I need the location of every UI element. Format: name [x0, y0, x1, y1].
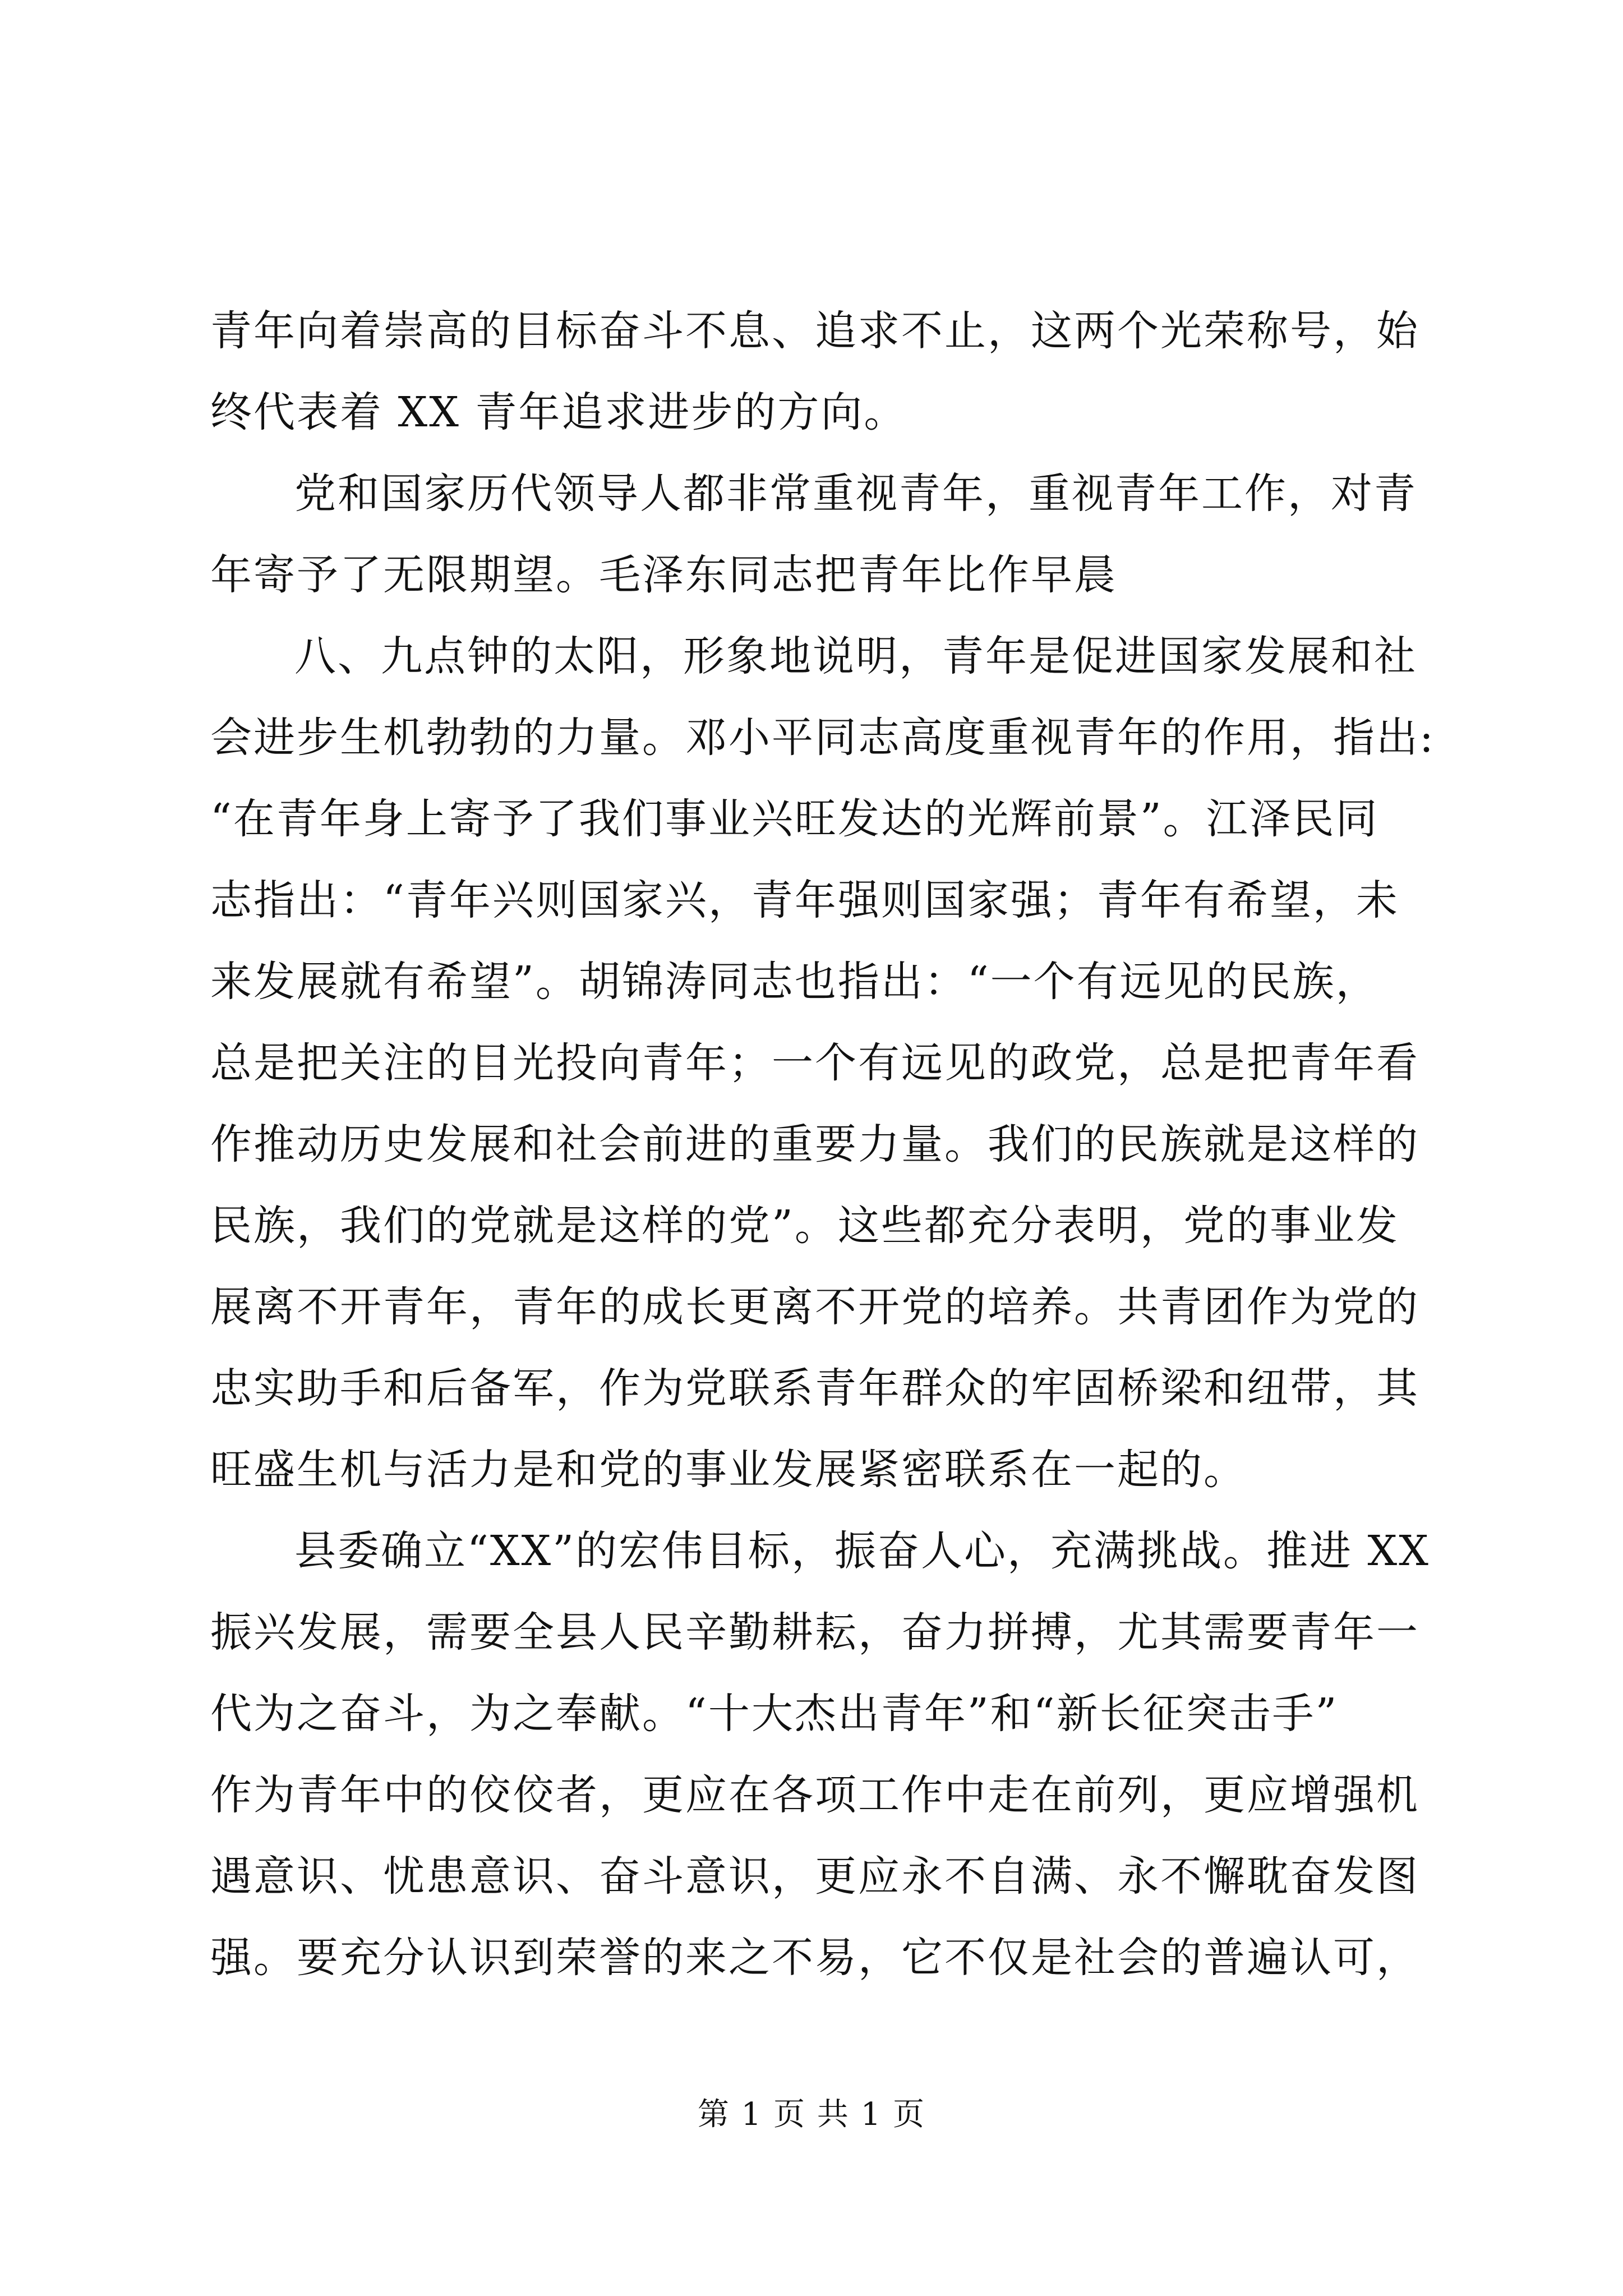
text-line: 振兴发展，需要全县人民辛勤耕耘，奋力拼搏，尤其需要青年一 [210, 1608, 1419, 1657]
paragraph-first-line: 党和国家历代领导人都非常重视青年，重视青年工作，对青 [294, 470, 1417, 518]
text-line: 志指出：“青年兴则国家兴，青年强则国家强；青年有希望，未 [210, 876, 1399, 924]
text-line: 年寄予了无限期望。毛泽东同志把青年比作早晨 [210, 551, 1117, 599]
text-line: 忠实助手和后备军，作为党联系青年群众的牢固桥梁和纽带，其 [210, 1364, 1419, 1412]
text-line: 会进步生机勃勃的力量。邓小平同志高度重视青年的作用，指出: [210, 714, 1435, 762]
paragraph-first-line: 县委确立“XX”的宏伟目标，振奋人心，充满挑战。推进 XX [294, 1527, 1430, 1575]
text-line: 遇意识、忧患意识、奋斗意识，更应永不自满、永不懈耽奋发图 [210, 1852, 1419, 1901]
text-line: 旺盛生机与活力是和党的事业发展紧密联系在一起的。 [210, 1446, 1247, 1494]
text-line: 终代表着 XX 青年追求进步的方向。 [210, 388, 907, 436]
text-line: 强。要充分认识到荣誉的来之不易，它不仅是社会的普遍认可， [210, 1934, 1419, 1982]
page-footer [0, 2092, 1623, 2137]
text-line: 作为青年中的佼佼者，更应在各项工作中走在前列，更应增强机 [210, 1771, 1419, 1819]
text-line: 民族，我们的党就是这样的党”。这些都充分表明，党的事业发 [210, 1202, 1399, 1250]
document-body [210, 303, 1435, 2011]
text-line: 来发展就有希望”。胡锦涛同志也指出：“一个有远见的民族， [210, 958, 1379, 1006]
page-number-label: 第 1 页 共 1 页 [697, 2096, 926, 2133]
text-line: 作推动历史发展和社会前进的重要力量。我们的民族就是这样的 [210, 1120, 1419, 1168]
text-line: 青年向着崇高的目标奋斗不息、追求不止，这两个光荣称号，始 [210, 307, 1419, 355]
text-line: 代为之奋斗，为之奉献。“十大杰出青年”和“新长征突击手” [210, 1690, 1339, 1738]
paragraph-first-line: 八、九点钟的太阳，形象地说明，青年是促进国家发展和社 [294, 632, 1417, 680]
text-line: 展离不开青年，青年的成长更离不开党的培养。共青团作为党的 [210, 1283, 1419, 1331]
text-line: “在青年身上寄予了我们事业兴旺发达的光辉前景”。江泽民同 [210, 795, 1379, 843]
text-line: 总是把关注的目光投向青年；一个有远见的政党，总是把青年看 [210, 1039, 1419, 1087]
